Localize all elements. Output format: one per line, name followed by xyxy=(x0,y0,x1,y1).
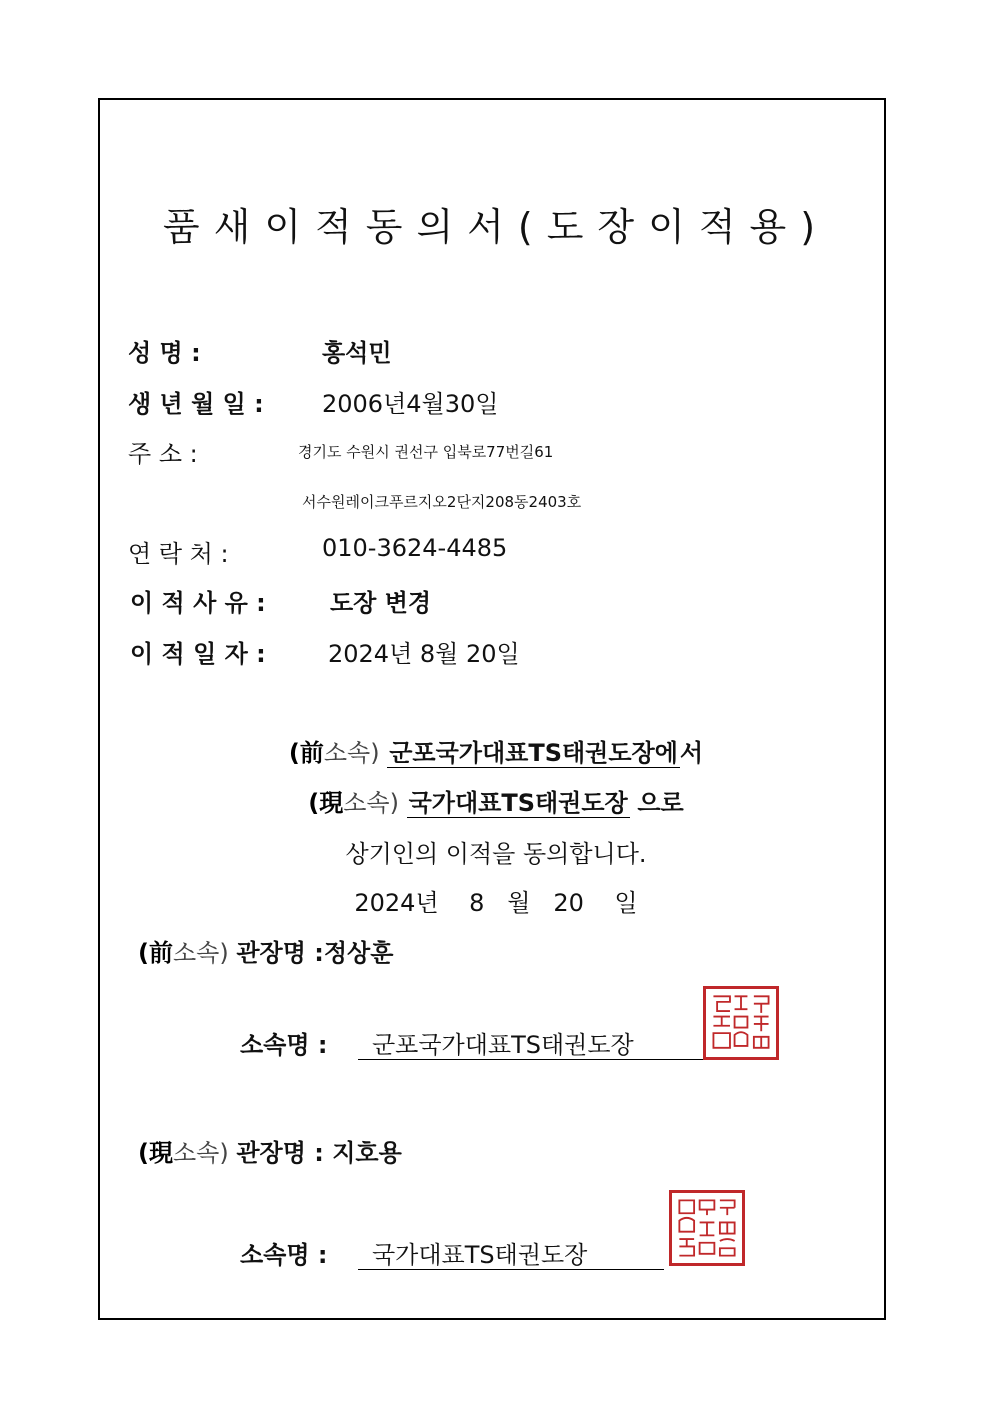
curr-prefix-han: (現 xyxy=(308,789,344,817)
current-head-han: (現 xyxy=(138,1139,173,1167)
contact-label: 연 락 처 : xyxy=(128,540,229,568)
name-label: 성 명 : xyxy=(128,339,201,367)
previous-seal-icon xyxy=(706,989,776,1057)
transfer-date-value: 2024년 8월 20일 xyxy=(328,640,520,668)
previous-head-name: 관장명 :정상훈 xyxy=(236,939,394,967)
address-line1: 경기도 수원시 권선구 입북로77번길61 xyxy=(298,443,554,461)
prev-suffix: 서 xyxy=(679,739,704,767)
current-head-name: 관장명 : 지호용 xyxy=(236,1139,402,1167)
consent-text: 상기인의 이적을 동의합니다. xyxy=(345,840,647,868)
consent-date: 2024년 8 월 20 일 xyxy=(354,889,638,917)
current-org-statement xyxy=(0,783,992,818)
current-org-value: 국가대표TS태권도장 xyxy=(372,1241,588,1269)
previous-org-label: 소속명 : xyxy=(240,1031,328,1059)
previous-org-value: 군포국가대표TS태권도장 xyxy=(372,1031,634,1059)
document-title: 품새이적동의서(도장이적용) xyxy=(162,205,830,249)
current-head-sub: 소속) xyxy=(172,1139,229,1167)
previous-head-sub: 소속) xyxy=(172,939,229,967)
previous-head-line xyxy=(138,933,393,968)
current-org-label: 소속명 : xyxy=(240,1241,328,1269)
contact-value: 010-3624-4485 xyxy=(322,534,508,562)
address-label: 주 소 : xyxy=(128,440,198,468)
current-seal-icon xyxy=(672,1193,742,1263)
previous-seal-stamp xyxy=(703,986,779,1060)
transfer-date-label: 이 적 일 자 : xyxy=(130,640,266,668)
reason-label: 이 적 사 유 : xyxy=(130,589,266,617)
curr-prefix-sub: 소속) xyxy=(343,789,399,817)
current-head-line xyxy=(138,1133,402,1168)
birth-label: 생 년 월 일 : xyxy=(128,390,264,418)
curr-org-name: 국가대표TS태권도장 xyxy=(408,789,628,817)
prev-prefix-han: (前 xyxy=(288,739,324,767)
reason-value: 도장 변경 xyxy=(330,589,432,617)
address-line2: 서수원레이크푸르지오2단지208동2403호 xyxy=(302,493,582,511)
current-org-underline xyxy=(358,1269,664,1270)
prev-org-name: 군포국가대표TS태권도장에 xyxy=(389,739,678,767)
previous-org-statement xyxy=(0,733,992,768)
birth-value: 2006년4월30일 xyxy=(322,390,499,418)
previous-head-han: (前 xyxy=(138,939,173,967)
curr-suffix: 으로 xyxy=(637,789,684,817)
name-value: 홍석민 xyxy=(322,339,392,367)
current-seal-stamp xyxy=(669,1190,745,1266)
prev-prefix-sub: 소속) xyxy=(323,739,380,767)
